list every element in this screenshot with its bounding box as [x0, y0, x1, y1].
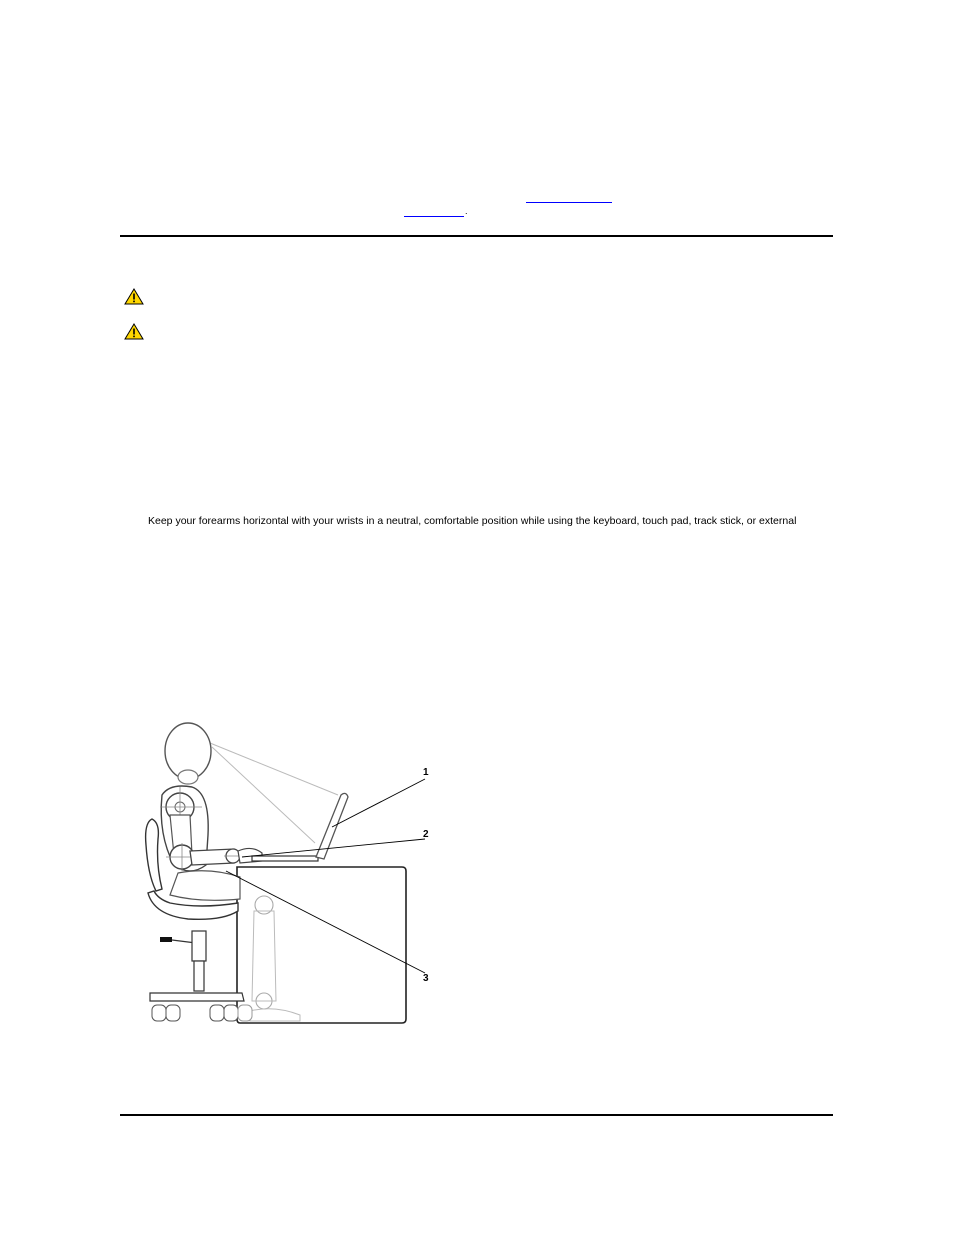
callout-1: 1	[423, 767, 429, 778]
forearm-instruction: Keep your forearms horizontal with your wrists in a neutral, comfortable position while using the keyboard, touch pad, track stick, or external	[148, 515, 797, 527]
caution-icon	[124, 323, 144, 340]
top-link-1[interactable]	[526, 188, 612, 203]
callout-2: 2	[423, 829, 429, 840]
ergonomic-posture-illustration	[140, 715, 440, 1025]
callout-3: 3	[423, 973, 429, 984]
top-rule	[120, 235, 833, 237]
caution-icon	[124, 288, 144, 305]
top-link-2[interactable]	[404, 202, 464, 217]
bottom-rule	[120, 1114, 833, 1116]
link-period: .	[465, 206, 468, 216]
